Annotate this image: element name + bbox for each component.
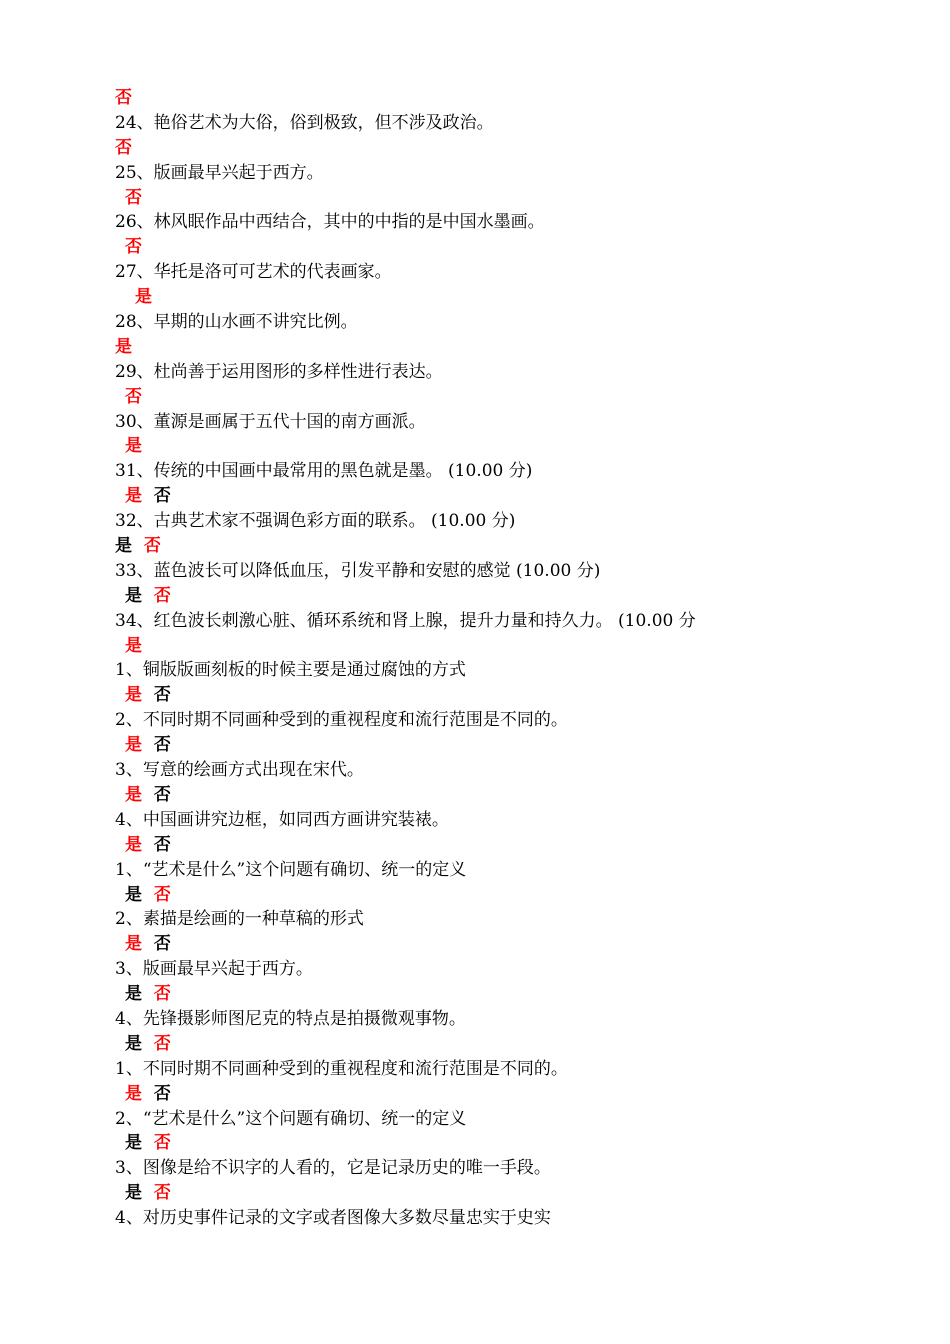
question-line bbox=[115, 559, 915, 584]
question-line bbox=[115, 410, 915, 435]
answer-line bbox=[115, 1082, 915, 1107]
selected-answer-option: 否 bbox=[153, 1033, 171, 1054]
question-line bbox=[115, 310, 915, 335]
question-line bbox=[115, 708, 915, 733]
question-text: 28、早期的山水画不讲究比例。 bbox=[115, 312, 358, 333]
answer-line bbox=[115, 833, 915, 858]
question-line bbox=[115, 758, 915, 783]
selected-answer-option: 是 bbox=[125, 784, 142, 805]
answer-line bbox=[115, 235, 915, 260]
question-line bbox=[115, 509, 915, 534]
answer-option: 是 bbox=[125, 585, 142, 606]
answer-option: 否 bbox=[153, 934, 171, 955]
answer-line bbox=[115, 385, 915, 410]
selected-answer-option: 是 bbox=[125, 735, 142, 756]
answer-option: 是 bbox=[125, 884, 142, 905]
question-text: 2、不同时期不同画种受到的重视程度和流行范围是不同的。 bbox=[115, 710, 568, 731]
answer-line bbox=[115, 634, 915, 659]
answer-line bbox=[115, 783, 915, 808]
answer-line bbox=[115, 136, 915, 161]
question-line bbox=[115, 1057, 915, 1082]
question-text: 31、传统的中国画中最常用的黑色就是墨。 (10.00 分) bbox=[115, 461, 533, 482]
answer-option: 否 bbox=[153, 486, 171, 507]
selected-answer-option: 是 bbox=[125, 834, 142, 855]
answer-option: 否 bbox=[153, 1083, 171, 1104]
question-line bbox=[115, 658, 915, 683]
selected-answer-option: 否 bbox=[153, 984, 171, 1005]
selected-answer-option: 否 bbox=[115, 88, 132, 108]
question-line bbox=[115, 808, 915, 833]
question-line bbox=[115, 609, 915, 634]
question-text: 34、红色波长刺激心脏、循环系统和肾上腺，提升力量和持久力。 (10.00 分 bbox=[115, 610, 696, 631]
question-text: 1、铜版版画刻板的时候主要是通过腐蚀的方式 bbox=[115, 660, 466, 681]
selected-answer-option: 是 bbox=[125, 635, 142, 656]
selected-answer-option: 否 bbox=[125, 187, 142, 208]
answer-line bbox=[115, 1032, 915, 1057]
question-text: 27、华托是洛可可艺术的代表画家。 bbox=[115, 262, 392, 283]
answer-line bbox=[115, 982, 915, 1007]
question-line bbox=[115, 957, 915, 982]
question-text: 33、蓝色波长可以降低血压，引发平静和安慰的感觉 (10.00 分) bbox=[115, 560, 601, 581]
answer-line bbox=[115, 484, 915, 509]
question-line bbox=[115, 858, 915, 883]
question-line bbox=[115, 210, 915, 235]
question-text: 1、不同时期不同画种受到的重视程度和流行范围是不同的。 bbox=[115, 1058, 568, 1079]
question-line bbox=[115, 360, 915, 385]
answer-option: 否 bbox=[153, 784, 171, 805]
answer-line bbox=[115, 584, 915, 609]
selected-answer-option: 否 bbox=[143, 536, 161, 557]
question-text: 3、版画最早兴起于西方。 bbox=[115, 959, 313, 980]
answer-option: 否 bbox=[153, 685, 171, 706]
answer-line bbox=[115, 86, 915, 111]
answer-line bbox=[115, 534, 915, 559]
answer-line bbox=[115, 285, 915, 310]
question-text: 1、“艺术是什么”这个问题有确切、统一的定义 bbox=[115, 859, 467, 880]
selected-answer-option: 否 bbox=[153, 585, 171, 606]
question-line bbox=[115, 459, 915, 484]
question-text: 32、古典艺术家不强调色彩方面的联系。 (10.00 分) bbox=[115, 511, 516, 532]
selected-answer-option: 否 bbox=[115, 137, 132, 158]
question-line bbox=[115, 260, 915, 285]
question-text: 24、艳俗艺术为大俗，俗到极致，但不涉及政治。 bbox=[115, 112, 494, 133]
answer-option: 否 bbox=[153, 834, 171, 855]
selected-answer-option: 否 bbox=[153, 1133, 171, 1154]
selected-answer-option: 是 bbox=[135, 287, 152, 308]
answer-line bbox=[115, 733, 915, 758]
question-line bbox=[115, 1007, 915, 1032]
answer-line bbox=[115, 434, 915, 459]
selected-answer-option: 否 bbox=[125, 237, 142, 258]
question-text: 3、写意的绘画方式出现在宋代。 bbox=[115, 760, 364, 781]
question-text: 30、董源是画属于五代十国的南方画派。 bbox=[115, 411, 426, 432]
answer-line bbox=[115, 186, 915, 211]
answer-line bbox=[115, 883, 915, 908]
selected-answer-option: 是 bbox=[125, 685, 142, 706]
question-line bbox=[115, 907, 915, 932]
answer-line bbox=[115, 335, 915, 360]
selected-answer-option: 是 bbox=[125, 436, 142, 457]
answer-line bbox=[115, 932, 915, 957]
selected-answer-option: 是 bbox=[115, 336, 132, 357]
question-line bbox=[115, 161, 915, 186]
answer-line bbox=[115, 1131, 915, 1156]
answer-line bbox=[115, 683, 915, 708]
selected-answer-option: 是 bbox=[125, 934, 142, 955]
question-text: 2、素描是绘画的一种草稿的形式 bbox=[115, 909, 364, 930]
question-line bbox=[115, 1206, 915, 1231]
question-text: 2、“艺术是什么”这个问题有确切、统一的定义 bbox=[115, 1108, 467, 1129]
question-text: 29、杜尚善于运用图形的多样性进行表达。 bbox=[115, 361, 443, 382]
selected-answer-option: 否 bbox=[153, 1183, 171, 1204]
question-text: 4、先锋摄影师图尼克的特点是拍摄微观事物。 bbox=[115, 1008, 466, 1029]
answer-option: 是 bbox=[115, 536, 132, 557]
question-text: 4、中国画讲究边框，如同西方画讲究装裱。 bbox=[115, 809, 449, 830]
question-text: 3、图像是给不识字的人看的，它是记录历史的唯一手段。 bbox=[115, 1158, 551, 1179]
question-text: 4、对历史事件记录的文字或者图像大多数尽量忠实于史实 bbox=[115, 1208, 551, 1229]
question-text: 25、版画最早兴起于西方。 bbox=[115, 162, 324, 183]
selected-answer-option: 否 bbox=[125, 386, 142, 407]
answer-option: 是 bbox=[125, 1183, 142, 1204]
question-line bbox=[115, 111, 915, 136]
question-line bbox=[115, 1107, 915, 1132]
answer-option: 否 bbox=[153, 735, 171, 756]
answer-option: 是 bbox=[125, 1033, 142, 1054]
answer-line bbox=[115, 1181, 915, 1206]
answer-option: 是 bbox=[125, 984, 142, 1005]
selected-answer-option: 否 bbox=[153, 884, 171, 905]
answer-option: 是 bbox=[125, 1133, 142, 1154]
selected-answer-option: 是 bbox=[125, 1083, 142, 1104]
question-line bbox=[115, 1156, 915, 1181]
selected-answer-option: 是 bbox=[125, 486, 142, 507]
question-text: 26、林风眠作品中西结合，其中的中指的是中国水墨画。 bbox=[115, 212, 545, 233]
quiz-answer-list bbox=[115, 86, 915, 1231]
